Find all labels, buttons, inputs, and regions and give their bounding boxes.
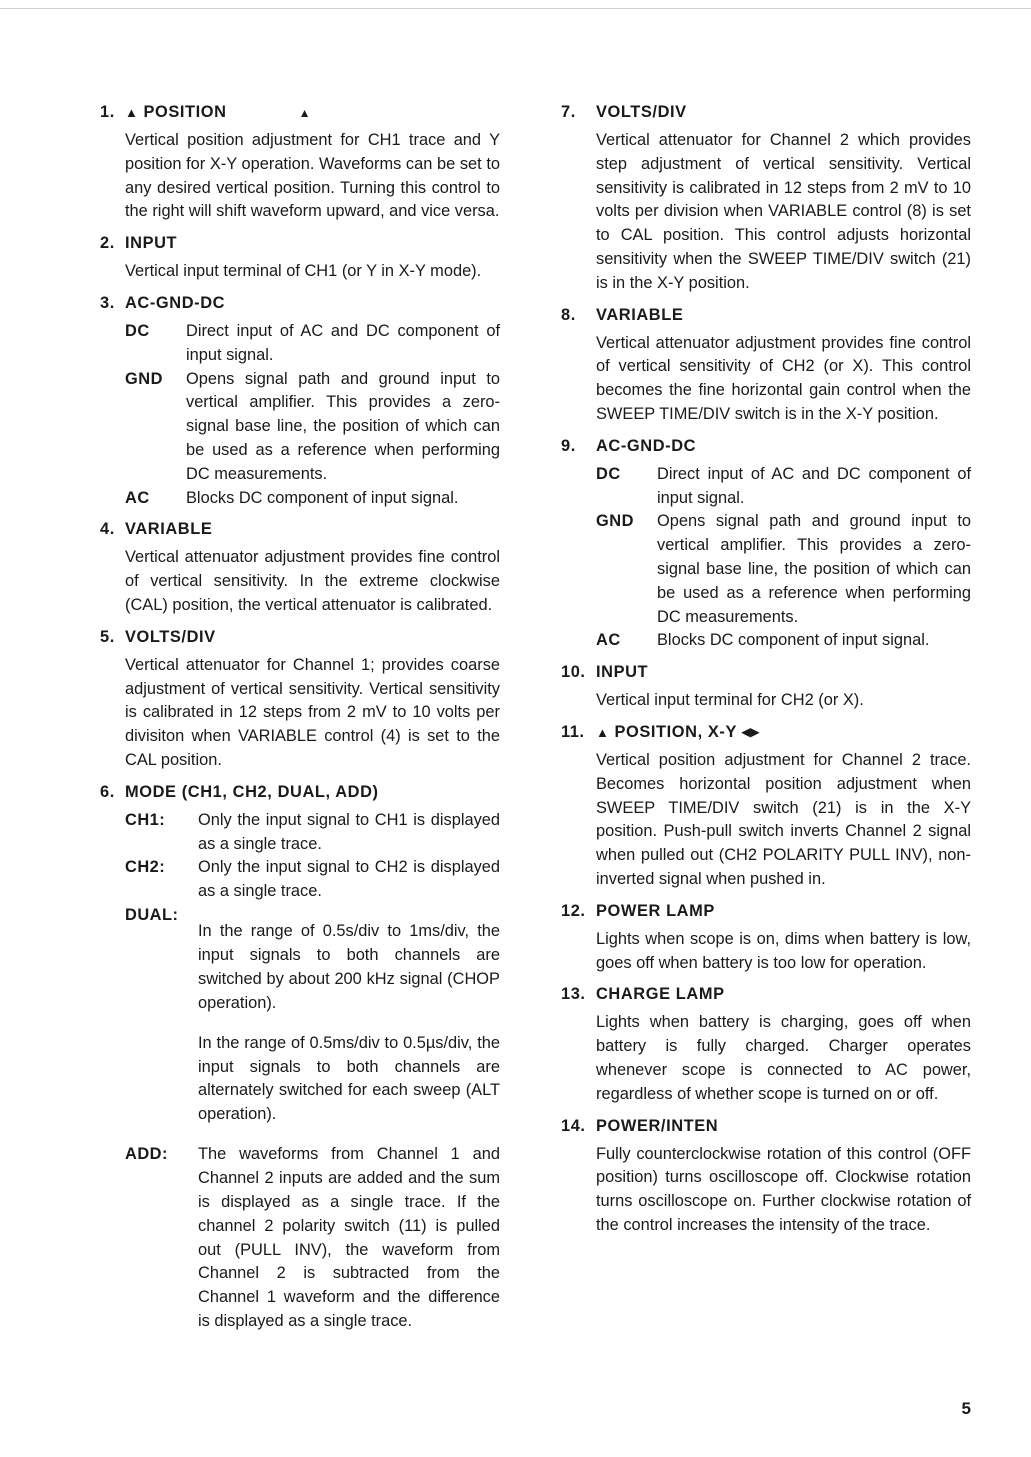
term-row (100, 320, 500, 368)
term-row (100, 487, 500, 511)
term-row (100, 856, 500, 904)
item-description: Fully counterclockwise rotation of this control (OFF position) turns oscilloscope off. Clockwise rotation turns oscilloscope on. Further clockwise rotation of the control increases the intensity of the trace. (596, 1144, 971, 1234)
item-4-variable (100, 518, 500, 617)
item-6-mode (100, 781, 500, 1334)
term-row (100, 1143, 500, 1333)
item-heading (100, 626, 500, 654)
item-description: Lights when scope is on, dims when battery is low, goes off when battery is too low for operation. (596, 929, 971, 972)
page-top-rule (0, 8, 1031, 9)
item-2-input (100, 232, 500, 284)
right-column (561, 101, 971, 1246)
item-heading (561, 983, 971, 1011)
item-description: Vertical input terminal for CH2 (or X). (596, 691, 864, 710)
up-triangle-icon: ▲ (298, 106, 312, 120)
item-heading (561, 900, 971, 928)
item-heading (561, 101, 971, 129)
item-heading (561, 1115, 971, 1143)
term-definition: The waveforms from Channel 1 and Channel 2 inputs are added and the sum is displayed as a single trace. If the channel 2 polarity switch (11) is pulled out (PULL INV), the waveform from Channel 2 is subtracted from the Channel 1 waveform and the difference is displayed as a single trace. (198, 1145, 500, 1331)
item-description: Vertical attenuator adjustment provides fine control of vertical sensitivity. In the extreme clockwise (CAL) position, the vertical attenuator is calibrated. (125, 548, 500, 614)
item-number: 6. (100, 782, 115, 801)
item-11-position-xy (561, 721, 971, 892)
page-number: 5 (961, 1399, 971, 1418)
term-label: AC (125, 488, 150, 507)
item-number: 7. (561, 103, 576, 121)
item-description: Vertical attenuator adjustment provides fine control of vertical sensitivity of CH2 (or X). This control becomes the fine horizontal gain control when the SWEEP TIME/DIV switch is in the X-Y position. (596, 333, 971, 423)
term-label: ADD: (125, 1145, 168, 1164)
item-title: INPUT (125, 234, 178, 253)
item-title: AC-GND-DC (125, 293, 226, 312)
item-number: 3. (100, 293, 115, 312)
item-title: MODE (CH1, CH2, DUAL, ADD) (125, 782, 379, 801)
item-number: 2. (100, 234, 115, 253)
item-number: 10. (561, 663, 586, 682)
term-definition: Blocks DC component of input signal. (186, 488, 459, 507)
item-title: POWER LAMP (596, 901, 715, 920)
term-label: GND (125, 369, 163, 388)
item-description: Vertical position adjustment for CH1 trace and Y position for X-Y operation. Waveforms can be set to any desired vertical position. Turning this control to the right will shift waveform upward, and vice versa. (125, 131, 500, 221)
term-label: DC (125, 321, 150, 340)
term-row (100, 809, 500, 857)
item-7-volts-div (561, 101, 971, 296)
item-heading (561, 721, 971, 749)
item-title: POSITION, X-Y ◂▸ (614, 722, 760, 741)
item-heading (100, 781, 500, 809)
item-title: INPUT (596, 663, 649, 682)
item-heading (561, 435, 971, 463)
term-label: DC (596, 464, 621, 483)
updown-arrow-icon: ▲ (596, 724, 610, 740)
item-heading (100, 518, 500, 546)
item-9-ac-gnd-dc (561, 435, 971, 653)
item-title: POSITION (143, 103, 227, 121)
item-number: 5. (100, 627, 115, 646)
term-definition: Opens signal path and ground input to vertical amplifier. This provides a zero-signal base line, the position of which can be used as a reference when performing DC measurements. (186, 369, 500, 483)
item-heading (561, 661, 971, 689)
item-number: 8. (561, 305, 576, 324)
item-description: Vertical attenuator for Channel 1; provides coarse adjustment of vertical sensitivity. Vertical sensitivity is calibrated in 12 steps from 2 mV to 10 volts per divisiton when VARIABLE control (4) is set to the CAL position. (125, 655, 500, 769)
item-13-charge-lamp (561, 983, 971, 1106)
item-description: Vertical attenuator for Channel 2 which provides step adjustment of vertical sensitivity. Vertical sensitivity is calibrated in 12 steps from 2 mV to 10 volts per division when VARIABLE control (8) is set to CAL position. This control adjusts horizontal sensitivity when the SWEEP TIME/DIV switch (21) is in the X-Y position. (596, 131, 971, 292)
term-definition: Only the input signal to CH2 is displayed as a single trace. (198, 858, 500, 901)
term-label: AC (596, 631, 621, 650)
item-title: AC-GND-DC (596, 436, 697, 455)
term-definition: Blocks DC component of input signal. (657, 631, 930, 650)
item-1-position (100, 101, 500, 224)
term-row (561, 629, 971, 653)
item-8-variable (561, 304, 971, 427)
item-10-input (561, 661, 971, 713)
item-number: 1. (100, 103, 115, 121)
item-3-ac-gnd-dc (100, 292, 500, 510)
term-row (561, 510, 971, 629)
item-5-volts-div (100, 626, 500, 773)
term-definition (198, 904, 500, 1144)
item-description: Vertical position adjustment for Channel 2 trace. Becomes horizontal position adjustment when SWEEP TIME/DIV switch (21) is in the X-Y position. Push-pull switch inverts Channel 2 signal when pulled out (CH2 POLARITY PULL INV), non-inverted signal when pushed in. (596, 750, 971, 888)
item-title: CHARGE LAMP (596, 985, 725, 1004)
item-title: VARIABLE (596, 305, 684, 324)
term-label: CH1: (125, 810, 166, 829)
term-label: DUAL: (125, 905, 179, 924)
item-heading (100, 232, 500, 260)
item-description: Vertical input terminal of CH1 (or Y in X-Y mode). (125, 262, 482, 281)
updown-arrow-icon: ▲ (125, 105, 139, 120)
item-title: VARIABLE (125, 520, 213, 539)
item-14-power-inten (561, 1115, 971, 1238)
term-definition: Only the input signal to CH1 is displayed as a single trace. (198, 810, 500, 853)
term-paragraph: In the range of 0.5s/div to 1ms/div, the input signals to both channels are switched by about 200 kHz signal (CHOP operation). (198, 922, 500, 1012)
item-number: 11. (561, 722, 585, 741)
item-number: 9. (561, 436, 576, 455)
term-definition: Direct input of AC and DC component of input signal. (186, 321, 500, 364)
item-number: 12. (561, 901, 586, 920)
item-number: 4. (100, 520, 115, 539)
item-heading (100, 101, 500, 129)
term-label: CH2: (125, 858, 166, 877)
term-definition: Opens signal path and ground input to vertical amplifier. This provides a zero-signal base line, the position of which can be used as a reference when performing DC measurements. (657, 512, 971, 626)
item-heading (561, 304, 971, 332)
item-description: Lights when battery is charging, goes off when battery is fully charged. Charger operates whenever scope is connected to AC power, regardless of whether scope is turned on or off. (596, 1013, 971, 1103)
term-label: GND (596, 512, 634, 531)
left-column (100, 101, 500, 1342)
item-title: VOLTS/DIV (596, 103, 687, 121)
item-title: POWER/INTEN (596, 1116, 719, 1135)
term-row (100, 904, 500, 1144)
item-heading (100, 292, 500, 320)
item-number: 13. (561, 985, 586, 1004)
term-row (100, 368, 500, 487)
term-row (561, 463, 971, 511)
item-number: 14. (561, 1116, 586, 1135)
item-title: VOLTS/DIV (125, 627, 216, 646)
term-paragraph: In the range of 0.5ms/div to 0.5µs/div, the input signals to both channels are alternately switched for each sweep (ALT operation). (198, 1033, 500, 1124)
item-12-power-lamp (561, 900, 971, 976)
term-definition: Direct input of AC and DC component of input signal. (657, 464, 971, 507)
